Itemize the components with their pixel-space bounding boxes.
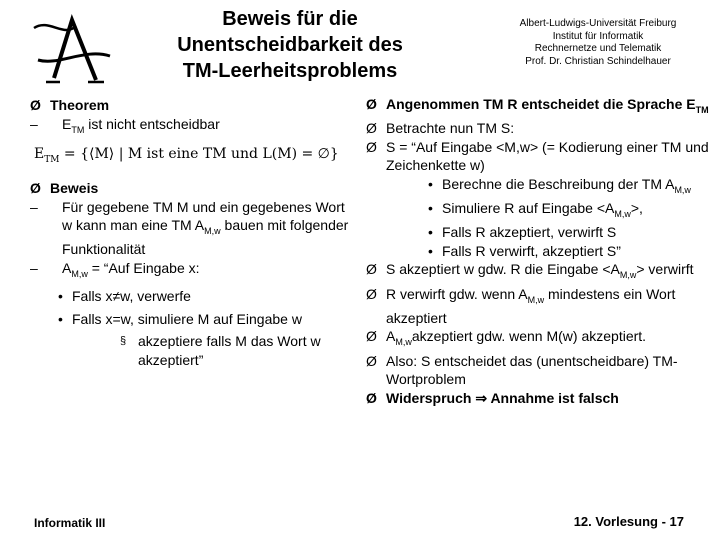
arrow-bullet-icon: Ø (366, 138, 377, 155)
dot-bullet-icon: • (428, 224, 433, 241)
etm-formula: $E_{TM}$ = {⟨M⟩ | M ist eine TM und L(M) = ∅} (34, 145, 339, 165)
slide-title (140, 6, 440, 84)
beweis-heading: Ø Beweis (30, 180, 99, 197)
square-bullet-icon: § (120, 335, 127, 348)
proof-definition: – $A_{M,w}$ = “Auf Eingabe x: (30, 259, 200, 279)
arrow-bullet-icon: Ø (366, 96, 377, 112)
dash-bullet-icon: – (30, 115, 38, 132)
proof-bullet: • Falls x≠w, verwerfe (58, 288, 191, 305)
arrow-bullet-icon: Ø (366, 389, 377, 406)
theorem-heading: Ø Theorem (30, 97, 110, 113)
s-step: • Simuliere R auf Eingabe $<A_{M,w}>$, (428, 200, 643, 219)
title-line: TM-Leerheitsproblems (182, 60, 398, 82)
title-line: Beweis für die (222, 8, 358, 30)
left-column (30, 96, 350, 369)
s-step: • Falls R akzeptiert, verwirft S (428, 224, 617, 241)
dash-bullet-icon: – (30, 259, 38, 276)
dot-bullet-icon: • (428, 175, 433, 192)
arrow-bullet-icon: Ø (366, 285, 377, 302)
title-line: Unentscheidbarkeit des (177, 34, 403, 56)
dot-bullet-icon: • (428, 242, 433, 259)
dot-bullet-icon: • (58, 288, 63, 305)
s-definition: Ø S = “Auf Eingabe <M,w> (= Kodierung einer TM und Zeichenkette w) (366, 138, 709, 174)
footer-course: Informatik III (34, 516, 106, 530)
proof-subbullet: § akzeptiere falls M das Wort w akzeptiert” (120, 333, 321, 368)
institution-line: Institut für Informatik (552, 30, 644, 42)
footer-page: 12. Vorlesung - 17 (573, 514, 684, 529)
proof-bullet: • Falls x=w, simuliere M auf Eingabe w (58, 310, 302, 327)
dot-bullet-icon: • (58, 310, 63, 327)
arrow-bullet-icon: Ø (366, 352, 377, 369)
theorem-statement: – $E_{TM}$ ist nicht entscheidbar (30, 115, 220, 135)
implies-icon: ⇒ (475, 389, 488, 406)
assumption: Ø Angenommen TM R entscheidet die Sprache $E_{TM}$ (366, 96, 709, 115)
arrow-bullet-icon: Ø (366, 328, 377, 345)
institution-line: Albert-Ludwigs-Universität Freiburg (519, 18, 677, 29)
s-step: • Berechne die Beschreibung der TM $A_{M,w}$ (428, 175, 691, 195)
property-line: Ø S akzeptiert w gdw. R die Eingabe $<A_{M,w}>$ verwirft (366, 261, 694, 281)
university-logo-icon (24, 8, 114, 88)
dash-bullet-icon: – (30, 198, 38, 215)
arrow-bullet-icon: Ø (30, 97, 41, 113)
conclusion-line: Ø Also: S entscheidet das (unentscheidbare) TM-Wortproblem (366, 352, 678, 388)
institution-line: Rechnernetze und Telematik (534, 43, 662, 54)
s-step: • Falls R verwirft, akzeptiert S” (428, 242, 621, 259)
contradiction-line: Ø Widerspruch ⇒ Annahme ist falsch (366, 389, 619, 406)
institution-line: Prof. Dr. Christian Schindelhauer (525, 55, 671, 67)
consider-line: Ø Betrachte nun TM S: (366, 120, 515, 137)
arrow-bullet-icon: Ø (366, 120, 377, 137)
arrow-bullet-icon: Ø (30, 180, 41, 197)
right-column (366, 95, 716, 407)
arrow-bullet-icon: Ø (366, 261, 377, 278)
proof-given: – Für gegebene TM M und ein gegebenes Wort w kann man eine TM $A_{M,w}$ bauen mit folgender Funktionalität (30, 198, 349, 258)
property-line: Ø $A_{M,w}akzeptiert$ gdw. wenn M(w) akzeptiert. (366, 328, 647, 348)
property-line: Ø R verwirft gdw. wenn $A_{M,w}$ mindestens ein Wort akzeptiert (366, 285, 676, 326)
institution-block (488, 18, 708, 68)
dot-bullet-icon: • (428, 200, 433, 217)
